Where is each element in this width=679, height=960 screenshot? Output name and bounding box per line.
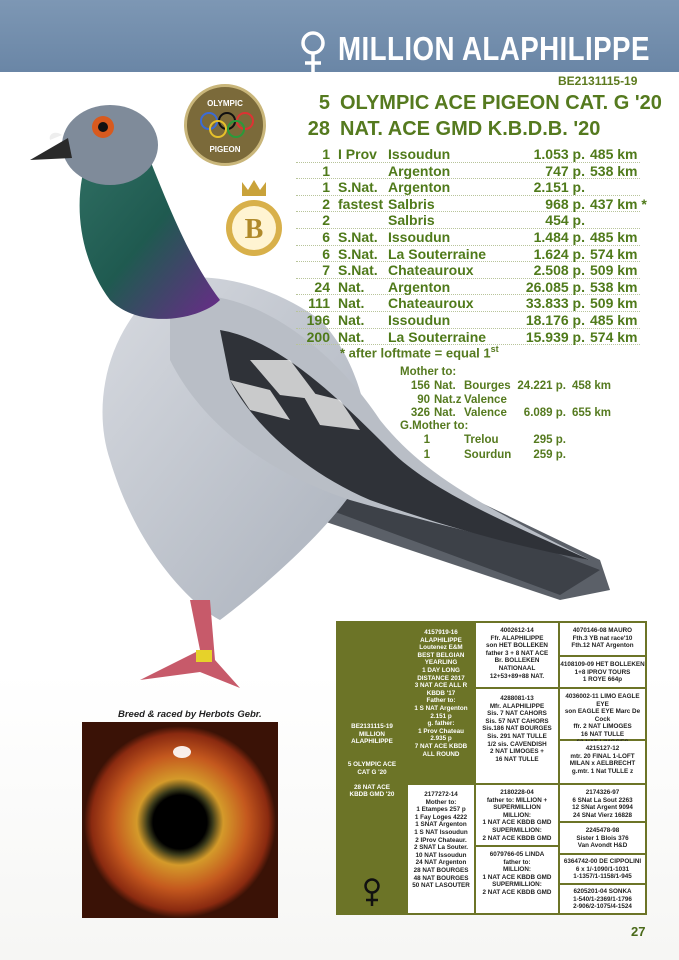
mother-pigeons: 24.221 p. bbox=[517, 380, 566, 392]
result-distance: 574 km bbox=[590, 328, 638, 345]
result-place: Salbris bbox=[388, 212, 435, 229]
result-category: S.Nat. bbox=[338, 228, 378, 245]
pedigree-fmf: 4036002-11 LIMO EAGLE EYE son EAGLE EYE Marc De Cock ffr. 2 NAT LIMOGES 16 NAT TULLE bbox=[560, 689, 645, 739]
result-place: Issoudun bbox=[388, 228, 451, 245]
pedigree-ff: 4002612-14 Ffr. ALAPHILIPPE son HET BOLLEKEN father 3 + 8 NAT ACE Br. BOLLEKEN NATIONAAL 12+53+89+88 NAT. bbox=[476, 623, 558, 687]
achievement-text: NAT. ACE GMD K.B.D.B. '20 bbox=[340, 118, 601, 140]
achievement-olympic bbox=[286, 92, 662, 115]
result-pigeons: 1.484 p. bbox=[533, 228, 585, 245]
result-row bbox=[296, 195, 647, 213]
result-rank: 111 bbox=[308, 295, 330, 312]
result-pigeons: 15.939 p. bbox=[525, 328, 585, 345]
kbdb-letter: B bbox=[244, 214, 264, 245]
breeder-caption: Breed & raced by Herbots Gebr. bbox=[118, 709, 262, 720]
footnote bbox=[340, 344, 499, 360]
pedigree-ffm: 4108109-09 HET BOLLEKEN 1+8 IPROV TOURS 1 ROYE 664p bbox=[560, 657, 645, 687]
result-place: Salbris bbox=[388, 195, 435, 212]
result-category: Nat. bbox=[338, 278, 365, 295]
result-rank: 1 bbox=[322, 162, 330, 179]
pedigree-fm: 4288081-13 Mfr. ALAPHILIPPE Sis. 7 NAT CAHORS Sis. 57 NAT CAHORS Sis.186 NAT BOURGES Sis. 291 NAT TULLE 1/2 sis. CAVENDISH 2 NAT LIMOGES + 16 NAT TULLE bbox=[476, 689, 558, 783]
result-rank: 196 bbox=[306, 311, 330, 328]
olympic-pigeon-badge bbox=[184, 84, 266, 166]
result-rank: 6 bbox=[322, 228, 330, 245]
mother-pigeons: 6.089 p. bbox=[523, 407, 566, 419]
result-pigeons: 454 p. bbox=[545, 212, 585, 229]
footnote-sup: st bbox=[490, 344, 499, 354]
result-rank: 1 bbox=[322, 179, 330, 196]
pedigree-mmm: 6205201-04 SONKA 1-540/1-2369/1-1796 2-906/2-1075/4-1524 bbox=[560, 885, 645, 913]
result-distance: 538 km bbox=[590, 278, 638, 295]
eye-image bbox=[82, 722, 278, 918]
mother-rank: 90 bbox=[417, 393, 430, 406]
result-row bbox=[296, 279, 640, 296]
result-category: fastest bbox=[338, 195, 384, 212]
result-row bbox=[296, 229, 640, 246]
result-row bbox=[296, 146, 640, 163]
pedigree-father: 4157919-16 ALAPHILIPPE Loutenez E&M BEST BELGIAN YEARLING 1 DAY LONG DISTANCE 2017 3 NAT ACE ALL R KBDB '17 Father to: 1 S NAT Argenton 2.151 p g. father: 1 Prov Chateau 2.935 p 7 NAT ACE KBDB ALL ROUND bbox=[408, 623, 474, 783]
result-place: La Souterraine bbox=[388, 328, 487, 345]
gmother-pigeons: 259 p. bbox=[533, 448, 566, 461]
result-category: Nat. bbox=[338, 295, 365, 312]
olympic-badge-top-text: OLYMPIC bbox=[207, 99, 243, 108]
footnote-text: * after loftmate = equal 1 bbox=[340, 345, 491, 361]
result-category: Nat. bbox=[338, 311, 365, 328]
result-pigeons: 1.624 p. bbox=[533, 245, 585, 262]
ring-number: BE2131115-19 bbox=[558, 74, 638, 88]
result-distance: 437 km * bbox=[590, 195, 647, 212]
result-distance: 485 km bbox=[590, 146, 638, 162]
gmother-result-row bbox=[400, 449, 600, 463]
gmother-rank: 1 bbox=[423, 434, 430, 446]
result-distance: 538 km bbox=[590, 162, 638, 179]
result-pigeons: 2.151 p. bbox=[533, 179, 585, 196]
gmother-result-row bbox=[400, 434, 600, 448]
achievement-rank: 28 bbox=[307, 118, 330, 140]
result-category: S.Nat. bbox=[338, 245, 378, 262]
result-row bbox=[296, 212, 640, 229]
female-symbol-icon bbox=[298, 30, 328, 74]
mother-rank: 156 bbox=[410, 380, 430, 392]
result-pigeons: 2.508 p. bbox=[533, 262, 585, 279]
result-pigeons: 968 p. bbox=[545, 195, 585, 212]
pedigree-mfm: 2245478-98 Sister 1 Blois 376 Van Avondt H&D bbox=[560, 823, 645, 853]
result-pigeons: 33.833 p. bbox=[525, 295, 585, 312]
eye-photo bbox=[82, 722, 278, 918]
achievement-text: OLYMPIC ACE PIGEON CAT. G '20 bbox=[340, 92, 662, 114]
result-category: S.Nat. bbox=[338, 179, 378, 196]
result-pigeons: 1.053 p. bbox=[533, 146, 585, 162]
result-rank: 1 bbox=[322, 146, 330, 162]
result-row bbox=[296, 295, 640, 312]
result-category: Nat. bbox=[338, 328, 365, 345]
result-distance: 509 km bbox=[590, 262, 638, 279]
result-row bbox=[296, 312, 640, 329]
result-rank: 6 bbox=[322, 245, 330, 262]
page-title: MILLION ALAPHILIPPE bbox=[338, 30, 650, 67]
gmother-place: Sourdun bbox=[464, 448, 512, 461]
results-list bbox=[296, 146, 647, 345]
pedigree-subject bbox=[338, 623, 406, 913]
result-place: La Souterraine bbox=[388, 245, 487, 262]
pedigree-fmm: 4215127-12 mtr. 20 FINAL 1-LOFT MILAN x AELBRECHT g.mtr. 1 Nat TULLE z bbox=[560, 741, 645, 783]
result-row bbox=[296, 179, 640, 196]
olympic-badge-bottom-text: PIGEON bbox=[209, 145, 241, 154]
mother-result-row bbox=[400, 394, 630, 408]
result-category: S.Nat. bbox=[338, 262, 378, 279]
pedigree-mff: 2174326-97 6 SNat La Sout 2263 12 SNat Argent 9094 24 SNat Vierz 16828 bbox=[560, 785, 645, 821]
pedigree-subject-text: BE2131115-19 MILLION ALAPHILIPPE 5 OLYMPIC ACE CAT G '20 28 NAT ACE KBDB GMD '20 bbox=[347, 723, 397, 799]
mother-category: Nat. bbox=[434, 380, 456, 392]
result-rank: 200 bbox=[306, 328, 330, 345]
achievement-nat-ace bbox=[286, 118, 600, 141]
mother-place: Valence bbox=[464, 407, 507, 419]
female-symbol-icon bbox=[362, 877, 382, 907]
result-distance: 485 km bbox=[590, 311, 638, 328]
pedigree-mmf: 6364742-00 DE CIPPOLINI 6 x 1/-1090/1-1031 1-1357/1-1158/1-945 bbox=[560, 855, 645, 883]
gmother-heading: G.Mother to: bbox=[400, 420, 469, 432]
result-row bbox=[296, 262, 640, 279]
result-pigeons: 26.085 p. bbox=[525, 278, 585, 295]
result-distance: 574 km bbox=[590, 245, 638, 262]
result-rank: 2 bbox=[322, 212, 330, 229]
result-place: Argenton bbox=[388, 162, 451, 179]
olympic-rings-icon bbox=[197, 111, 257, 139]
page-number: 27 bbox=[631, 924, 646, 939]
pedigree-table bbox=[336, 621, 647, 915]
result-distance: 509 km bbox=[590, 295, 638, 312]
achievement-rank: 5 bbox=[318, 92, 330, 114]
mother-category: Nat. bbox=[434, 407, 456, 419]
result-rank: 7 bbox=[322, 262, 330, 279]
pedigree-mm: 6079766-05 LINDA father to: MILLION: 1 NAT ACE KBDB GMD SUPERMILLION: 2 NAT ACE KBDB GMD bbox=[476, 847, 558, 913]
result-place: Issoudun bbox=[388, 311, 451, 328]
pedigree-mf: 2180228-04 father to: MILLION + SUPERMILLION MILLION: 1 NAT ACE KBDB GMD SUPERMILLION: 2 NAT ACE KBDB GMD bbox=[476, 785, 558, 845]
result-distance: 485 km bbox=[590, 228, 638, 245]
mother-place: Bourges bbox=[464, 380, 511, 392]
mother-rank: 326 bbox=[410, 407, 430, 419]
result-rank: 2 bbox=[322, 195, 330, 212]
result-place: Chateauroux bbox=[388, 262, 474, 279]
mother-distance: 458 km bbox=[572, 380, 612, 392]
result-rank: 24 bbox=[314, 278, 330, 295]
mother-result-row bbox=[400, 407, 630, 421]
mother-category: Nat.z bbox=[434, 393, 462, 406]
result-pigeons: 18.176 p. bbox=[525, 311, 585, 328]
result-row bbox=[296, 246, 640, 263]
result-place: Issoudun bbox=[388, 146, 451, 162]
mother-place: Valence bbox=[464, 393, 507, 406]
result-place: Argenton bbox=[388, 278, 451, 295]
mother-distance: 655 km bbox=[572, 407, 612, 419]
result-place: Chateauroux bbox=[388, 295, 474, 312]
result-row bbox=[296, 329, 640, 346]
result-row bbox=[296, 163, 640, 180]
gmother-place: Trelou bbox=[464, 434, 499, 446]
gmother-rank: 1 bbox=[423, 448, 430, 461]
kbdb-crown-badge bbox=[222, 176, 286, 262]
mother-heading: Mother to: bbox=[400, 366, 457, 378]
mother-result-row bbox=[400, 380, 630, 394]
gmother-pigeons: 295 p. bbox=[533, 434, 566, 446]
pedigree-fff: 4070146-08 MAURO Fth.3 YB nat race'10 Fth.12 NAT Argenton bbox=[560, 623, 645, 655]
result-pigeons: 747 p. bbox=[545, 162, 585, 179]
result-place: Argenton bbox=[388, 179, 451, 196]
result-category: I Prov bbox=[338, 146, 377, 162]
pedigree-mother: 2177272-14 Mother to: 1 Etampes 257 p 1 Fay Loges 4222 1 SNAT Argenton 1 S NAT Issoudun 2 IProv Chateaur. 2 SNAT La Souter. 10 NAT Issoudun 24 NAT Argenton 28 NAT BOURGES 48 NAT BOURGES 50 NAT LASOUTER bbox=[408, 785, 474, 913]
